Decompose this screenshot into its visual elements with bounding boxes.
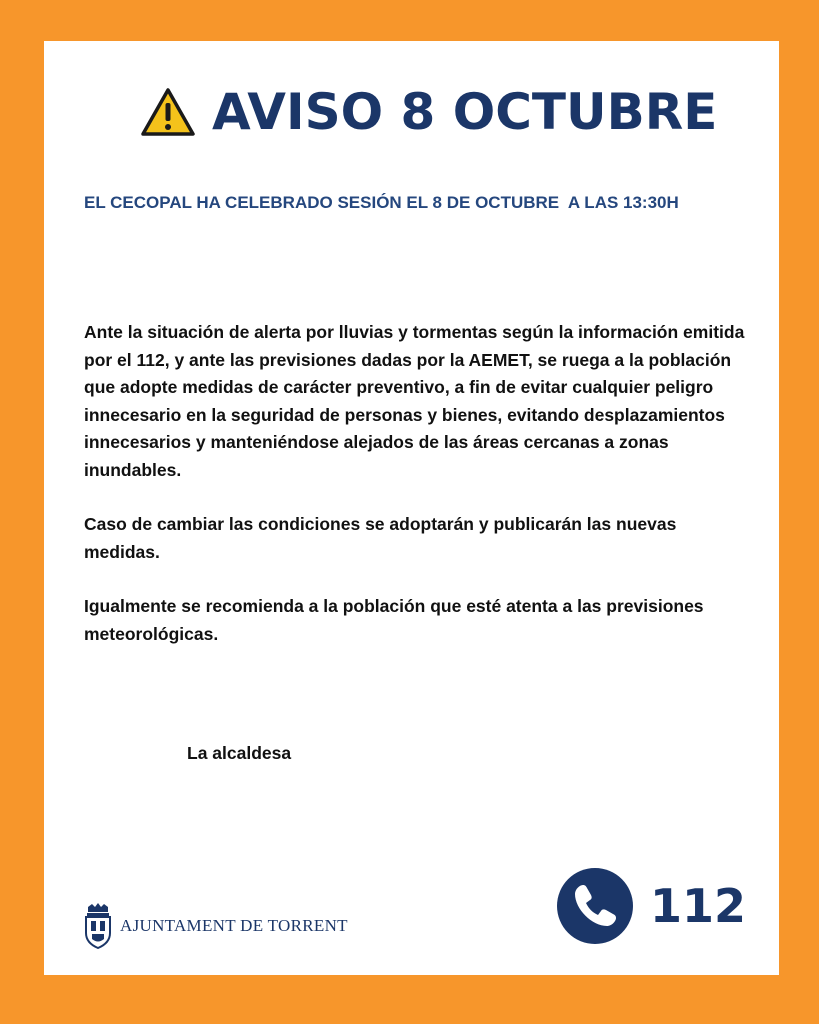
phone-number: 112 [650,879,747,933]
session-subtitle: EL CECOPAL HA CELEBRADO SESIÓN EL 8 DE OCTUBRE A LAS 13:30H [84,193,679,212]
paragraph-recommendation: Igualmente se recomienda a la población que esté atenta a las previsiones meteorológicas. [84,596,704,644]
phone-icon [556,867,634,945]
crest-icon [82,903,114,949]
title-row [140,83,718,141]
notice-body [84,319,754,675]
page-title: AVISO 8 OCTUBRE [212,83,718,141]
ajuntament-logo [82,903,348,949]
logo-text: AJUNTAMENT DE TORRENT [120,916,348,935]
notice-card [44,41,779,975]
warning-icon [140,87,196,137]
paragraph-alert: Ante la situación de alerta por lluvias y tormentas según la información emitida por el 112, y ante las previsiones dadas por la AEMET, se ruega a la población que adopte medidas de carácter preventivo, a fin de evitar cualquier peligro innecesario en la seguridad de personas y bienes, evitando desplazamientos innecesarios y manteniéndose alejados de las áreas cercanas a zonas inundables. [84,322,745,480]
signature: La alcaldesa [187,743,292,763]
emergency-phone [556,867,746,945]
paragraph-conditions: Caso de cambiar las condiciones se adoptarán y publicarán las nuevas medidas. [84,514,677,562]
